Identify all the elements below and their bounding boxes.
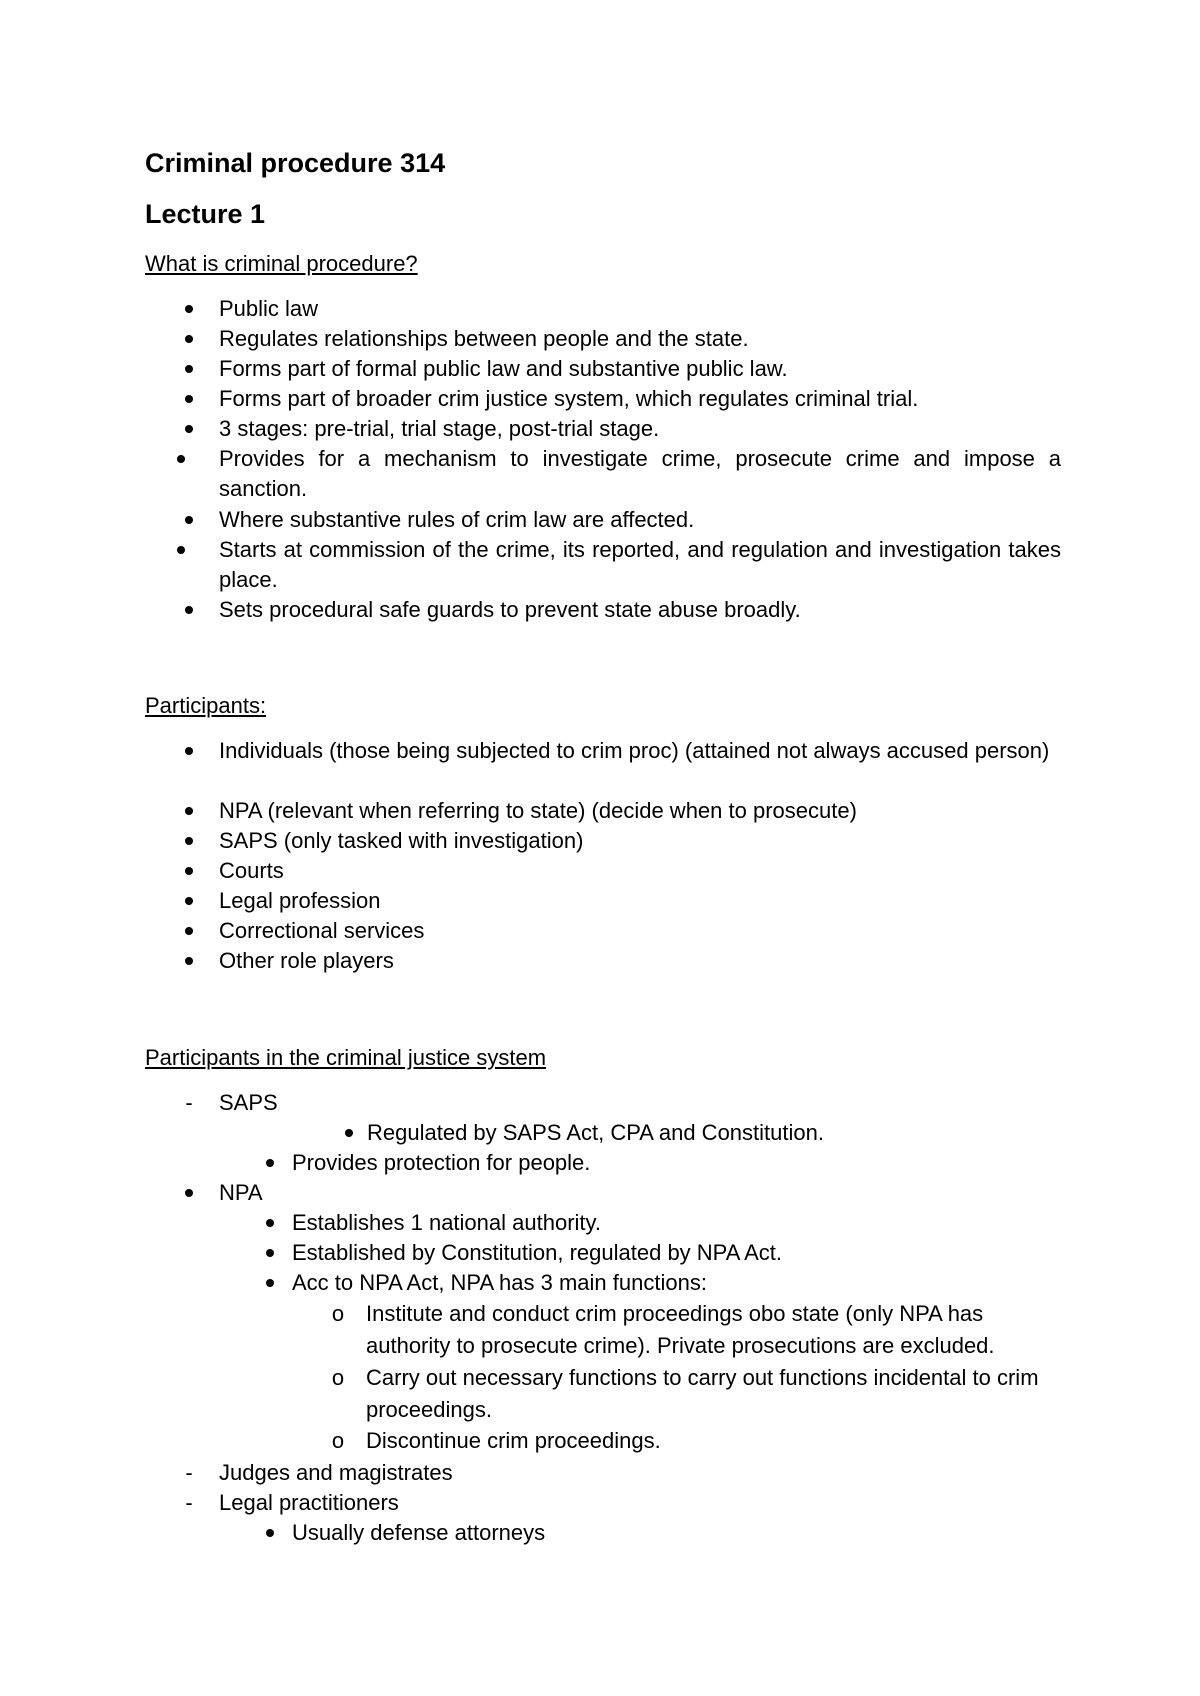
bullet-icon: [177, 856, 201, 886]
document-title: Criminal procedure 314: [145, 148, 446, 178]
section-heading-participants-in-criminal-justice-system: Participants in the criminal justice system: [145, 1045, 547, 1070]
bullet-icon: [177, 444, 201, 474]
bullet-icon: [177, 294, 201, 324]
list-item-npa: NPA: [219, 1178, 1061, 1208]
bullet-icon: [258, 1148, 282, 1178]
list-item: Usually defense attorneys: [292, 1518, 1061, 1548]
circle-icon: o: [331, 1428, 345, 1453]
list-item: NPA (relevant when referring to state) (decide when to prosecute): [219, 796, 1061, 826]
list-item: Where substantive rules of crim law are affected.: [219, 505, 1061, 535]
bullet-icon: [177, 324, 201, 354]
list-item-saps: - SAPS: [219, 1088, 1061, 1118]
bullet-icon: [177, 505, 201, 535]
bullet-icon: [177, 384, 201, 414]
list-item: Correctional services: [219, 916, 1061, 946]
list-item: Regulates relationships between people and the state.: [219, 324, 1061, 354]
dash-icon: -: [185, 1460, 193, 1485]
list-item: SAPS (only tasked with investigation): [219, 826, 1061, 856]
bullet-icon: [177, 886, 201, 916]
bullet-icon: [177, 946, 201, 976]
list-item: Established by Constitution, regulated by NPA Act.: [292, 1238, 1061, 1268]
list-item: Public law: [219, 294, 1061, 324]
section-heading-participants: Participants:: [145, 693, 267, 718]
list-item: Sets procedural safe guards to prevent state abuse broadly.: [219, 595, 1061, 625]
dash-icon: -: [185, 1090, 193, 1115]
list-item: Forms part of formal public law and substantive public law.: [219, 354, 1061, 384]
list-item: o Carry out necessary functions to carry out functions incidental to crim proceedings.: [366, 1362, 1066, 1426]
bullet-icon: [177, 1178, 201, 1208]
list-item: Regulated by SAPS Act, CPA and Constitution.: [367, 1118, 1067, 1148]
list-item: Individuals (those being subjected to crim proc) (attained not always accused person): [219, 736, 1061, 766]
bullet-icon: [177, 414, 201, 444]
bullet-icon: [177, 916, 201, 946]
list-item: Courts: [219, 856, 1061, 886]
bullet-icon: [258, 1268, 282, 1298]
list-item: 3 stages: pre-trial, trial stage, post-trial stage.: [219, 414, 1061, 444]
bullet-icon: [177, 826, 201, 856]
bullet-icon: [177, 535, 201, 565]
bullet-icon: [177, 796, 201, 826]
bullet-icon: [258, 1208, 282, 1238]
list-item: Forms part of broader crim justice system, which regulates criminal trial.: [219, 384, 1061, 414]
dash-icon: -: [185, 1490, 193, 1515]
circle-icon: o: [331, 1365, 345, 1390]
circle-icon: o: [331, 1301, 345, 1326]
bullet-icon: [177, 736, 201, 766]
list-item: Other role players: [219, 946, 1061, 976]
list-item: o Discontinue crim proceedings.: [366, 1426, 1066, 1456]
list-item-legal-practitioners: - Legal practitioners: [219, 1488, 1061, 1518]
document-subtitle: Lecture 1: [145, 199, 266, 229]
list-item-judges: - Judges and magistrates: [219, 1458, 1061, 1488]
list-item: Starts at commission of the crime, its reported, and regulation and investigation takes place.: [219, 535, 1061, 595]
bullet-icon: [258, 1518, 282, 1548]
list-item: Provides protection for people.: [292, 1148, 1061, 1178]
list-item: o Institute and conduct crim proceedings obo state (only NPA has authority to prosecute crime). Private prosecutions are excluded.: [366, 1298, 1066, 1362]
list-item: Establishes 1 national authority.: [292, 1208, 1061, 1238]
bullet-icon: [258, 1238, 282, 1268]
list-item: Legal profession: [219, 886, 1061, 916]
list-item: Provides for a mechanism to investigate crime, prosecute crime and impose a sanction.: [219, 444, 1061, 504]
list-item: Acc to NPA Act, NPA has 3 main functions:: [292, 1268, 1061, 1298]
bullet-icon: [177, 595, 201, 625]
bullet-icon: [337, 1118, 361, 1148]
section-heading-what-is-criminal-procedure: What is criminal procedure?: [145, 251, 418, 276]
bullet-icon: [177, 354, 201, 384]
